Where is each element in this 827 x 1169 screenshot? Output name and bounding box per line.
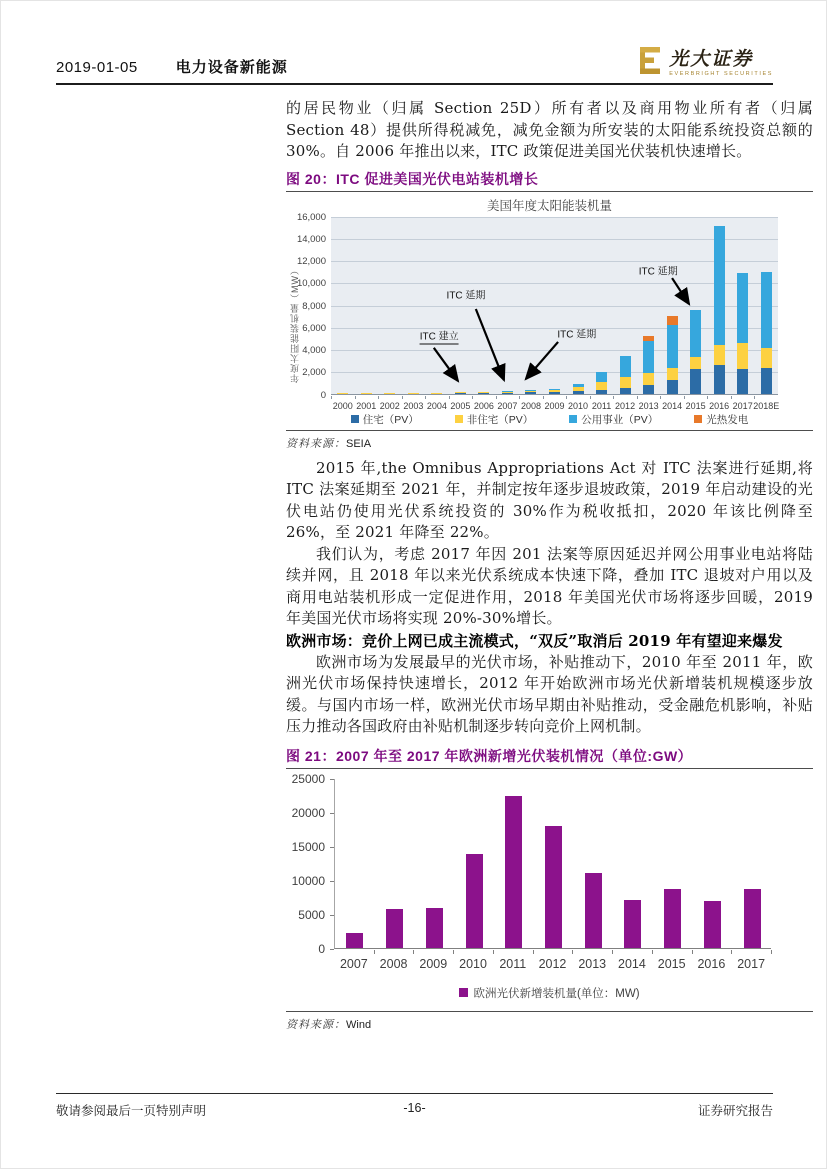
figure21-caption: 图 21：2007 年至 2017 年欧洲新增光伏装机情况（单位:GW） xyxy=(286,747,693,764)
y-tick-label: 0 xyxy=(318,941,325,956)
x-tick-label: 2008 xyxy=(379,956,408,971)
plot-area xyxy=(331,217,778,395)
x-axis-tick xyxy=(707,396,708,399)
x-tick-label: 2012 xyxy=(538,956,567,971)
y-axis-tick xyxy=(330,949,334,950)
paragraph-omnibus-act: 2015 年,the Omnibus Appropriations Act 对 ITC 法案进行延期,将 ITC 法案延期至 2021 年，并制定按年逐步退坡政策，2019 年启动建设的光伏电站仍使用光伏系统投资的 30%作为税收抵扣，2020 年该比例降至 26%，至 2021 年降至 22%。 xyxy=(286,458,813,541)
x-axis-tick xyxy=(378,396,379,399)
x-axis-tick xyxy=(612,950,613,954)
legend-label: 光热发电 xyxy=(706,413,749,426)
bar xyxy=(585,873,602,948)
annotation-label: ITC 延期 xyxy=(557,329,597,341)
legend-label: 欧洲光伏新增装机量(单位：MW) xyxy=(473,987,640,1000)
x-tick-label: 2009 xyxy=(419,956,448,971)
x-axis-tick xyxy=(472,396,473,399)
bar xyxy=(386,909,403,947)
x-axis-tick xyxy=(731,950,732,954)
legend-swatch xyxy=(351,415,359,423)
y-tick-label: 25000 xyxy=(291,771,325,786)
figure20-caption: 图 20：ITC 促进美国光伏电站装机增长 xyxy=(286,170,539,187)
bar xyxy=(545,826,562,947)
x-tick-label: 2005 xyxy=(450,400,471,411)
y-tick-label: 10,000 xyxy=(296,278,326,290)
figure20-source-name: SEIA xyxy=(346,437,372,450)
x-axis-tick xyxy=(402,396,403,399)
x-tick-label: 2009 xyxy=(544,400,565,411)
report-category: 电力设备新能源 xyxy=(175,59,288,76)
x-axis-tick xyxy=(453,950,454,954)
y-axis-tick xyxy=(330,881,334,882)
bar xyxy=(624,900,641,948)
annotation-label: ITC 延期 xyxy=(638,266,678,278)
figure20-source-label: 资料来源： xyxy=(286,436,346,450)
x-tick-label: 2016 xyxy=(709,400,730,411)
europe-section-heading: 欧洲市场：竞价上网已成主流模式，“双反”取消后 2019 年有望迎来爆发 xyxy=(286,631,783,650)
legend-item xyxy=(569,412,658,427)
x-tick-label: 2012 xyxy=(615,400,636,411)
x-tick-label: 2018E xyxy=(753,400,780,411)
x-tick-label: 2017 xyxy=(732,400,753,411)
x-axis-tick xyxy=(519,396,520,399)
annotation-label: ITC 建立 xyxy=(420,327,459,344)
report-date: 2019-01-05 xyxy=(56,59,138,76)
legend-swatch xyxy=(569,415,577,423)
x-tick-label: 2002 xyxy=(379,400,400,411)
header-left xyxy=(56,56,288,77)
x-axis-tick xyxy=(731,396,732,399)
y-axis-label: 年度太阳能装机量（MW） xyxy=(290,264,300,383)
bar xyxy=(505,796,522,948)
bar xyxy=(426,908,443,947)
x-tick-label: 2004 xyxy=(426,400,447,411)
y-tick-label: 6,000 xyxy=(302,322,326,334)
x-tick-label: 2015 xyxy=(657,956,686,971)
legend-item xyxy=(694,412,748,427)
x-tick-label: 2010 xyxy=(459,956,487,971)
x-tick-label: 2003 xyxy=(403,400,424,411)
y-axis-tick xyxy=(330,847,334,848)
page-number: -16- xyxy=(403,1101,426,1115)
paragraph-our-view: 我们认为，考虑 2017 年因 201 法案等原因延迟并网公用事业电站将陆续并网，且 2018 年以来光伏系统成本快速下降，叠加 ITC 退坡对户用以及商用电站装机形成一定促进作用，2018 年美国光伏市场将逐步回暖，2019 年美国光伏市场将实现 20%-30%增长。 xyxy=(286,544,813,627)
bar xyxy=(704,901,721,948)
everbright-logo xyxy=(640,47,773,79)
y-tick-label: 15000 xyxy=(291,839,325,854)
y-axis-tick xyxy=(330,813,334,814)
bar xyxy=(664,889,681,947)
logo-name-en: EVERBRIGHT SECURITIES xyxy=(669,70,773,77)
x-tick-label: 2011 xyxy=(499,956,527,971)
y-tick-label: 14,000 xyxy=(296,233,326,245)
annotation-label: ITC 延期 xyxy=(446,290,486,302)
us-solar-chart xyxy=(286,192,813,428)
y-tick-label: 0 xyxy=(320,389,326,401)
legend-label: 住宅（PV） xyxy=(362,413,419,426)
figure20-source xyxy=(286,431,813,454)
x-axis-tick xyxy=(660,396,661,399)
x-tick-label: 2001 xyxy=(356,400,377,411)
x-tick-label: 2007 xyxy=(339,956,368,971)
x-axis-tick xyxy=(449,396,450,399)
y-axis-tick xyxy=(330,915,334,916)
x-axis-tick xyxy=(413,950,414,954)
footer-disclaimer: 敬请参阅最后一页特别声明 xyxy=(56,1104,207,1118)
paragraph-itc-intro: 的居民物业（归属 Section 25D）所有者以及商用物业所有者（归属 Section 48）提供所得税减免，减免金额为所安装的太阳能系统投资总额的 30%。自 2006 年推出以来，ITC 政策促进美国光伏装机快速增长。 xyxy=(286,99,813,160)
logo-name-cn: 光大证券 xyxy=(669,48,754,70)
bar xyxy=(346,933,363,948)
everbright-logo-text xyxy=(669,50,773,77)
x-tick-label: 2000 xyxy=(332,400,353,411)
x-axis-tick xyxy=(543,396,544,399)
x-tick-label: 2011 xyxy=(591,400,612,411)
y-tick-label: 12,000 xyxy=(296,256,326,267)
x-tick-label: 2013 xyxy=(578,956,607,971)
figure21-source-name: Wind xyxy=(346,1018,372,1031)
x-axis-tick xyxy=(425,396,426,399)
x-axis-tick xyxy=(754,396,755,399)
x-axis-tick xyxy=(331,396,332,399)
legend-swatch xyxy=(455,415,463,423)
x-tick-label: 2014 xyxy=(662,400,683,411)
footer-report-type: 证券研究报告 xyxy=(697,1104,773,1118)
y-tick-label: 8,000 xyxy=(302,300,326,312)
y-tick-label: 10000 xyxy=(291,873,325,888)
x-tick-label: 2013 xyxy=(638,400,659,411)
legend-label: 非住宅（PV） xyxy=(466,413,534,426)
y-tick-label: 5000 xyxy=(298,907,325,922)
y-axis-tick xyxy=(330,779,334,780)
page-footer xyxy=(56,1093,773,1119)
x-axis-tick xyxy=(374,950,375,954)
chart-title: 美国年度太阳能装机量 xyxy=(486,198,612,213)
x-axis-tick xyxy=(572,950,573,954)
paragraph-europe-market: 欧洲市场为发展最早的光伏市场，补贴推动下，2010 年至 2011 年，欧洲光伏市场保持快速增长，2012 年开始欧洲市场光伏新增装机规模逐步放缓。与国内市场一样，欧洲光伏市场早期由补贴推动，受金融危机影响，补贴压力推动各国政府由补贴机制逐步转向竞价上网机制。 xyxy=(286,652,813,735)
x-axis-tick xyxy=(496,396,497,399)
x-axis-tick xyxy=(771,950,772,954)
y-tick-label: 4,000 xyxy=(302,345,326,356)
legend-label: 公用事业（PV） xyxy=(581,413,659,426)
report-body xyxy=(286,98,813,1035)
y-tick-label: 2,000 xyxy=(302,367,326,379)
annotation-arrows xyxy=(331,217,778,395)
x-tick-label: 2010 xyxy=(567,400,589,411)
x-tick-label: 2014 xyxy=(618,956,646,971)
legend-swatch xyxy=(694,415,702,423)
x-axis-tick xyxy=(637,396,638,399)
x-tick-label: 2007 xyxy=(497,400,518,411)
chart-legend xyxy=(286,985,813,1001)
x-axis-tick xyxy=(493,950,494,954)
x-axis-tick xyxy=(590,396,591,399)
chart-legend xyxy=(286,412,813,427)
legend-item xyxy=(455,412,534,427)
plot-area xyxy=(334,779,771,949)
bar xyxy=(744,889,761,947)
x-axis-tick xyxy=(355,396,356,399)
y-tick-label: 16,000 xyxy=(296,211,326,223)
figure21-source-label: 资料来源： xyxy=(286,1017,346,1031)
x-axis-tick xyxy=(566,396,567,399)
x-tick-label: 2017 xyxy=(737,956,766,971)
eu-solar-chart xyxy=(286,769,813,1009)
x-axis-tick xyxy=(684,396,685,399)
x-tick-label: 2016 xyxy=(697,956,726,971)
x-axis-tick xyxy=(613,396,614,399)
everbright-logo-icon xyxy=(640,47,663,79)
x-tick-label: 2015 xyxy=(685,400,706,411)
page-header xyxy=(56,47,773,85)
y-tick-label: 20000 xyxy=(291,805,325,820)
bar xyxy=(466,854,483,947)
x-axis-tick xyxy=(533,950,534,954)
legend-item xyxy=(351,412,419,427)
x-tick-label: 2006 xyxy=(473,400,494,411)
x-tick-label: 2008 xyxy=(520,400,541,411)
x-axis-tick xyxy=(652,950,653,954)
legend-swatch xyxy=(459,988,468,997)
x-axis-tick xyxy=(692,950,693,954)
figure21-source xyxy=(286,1012,813,1035)
